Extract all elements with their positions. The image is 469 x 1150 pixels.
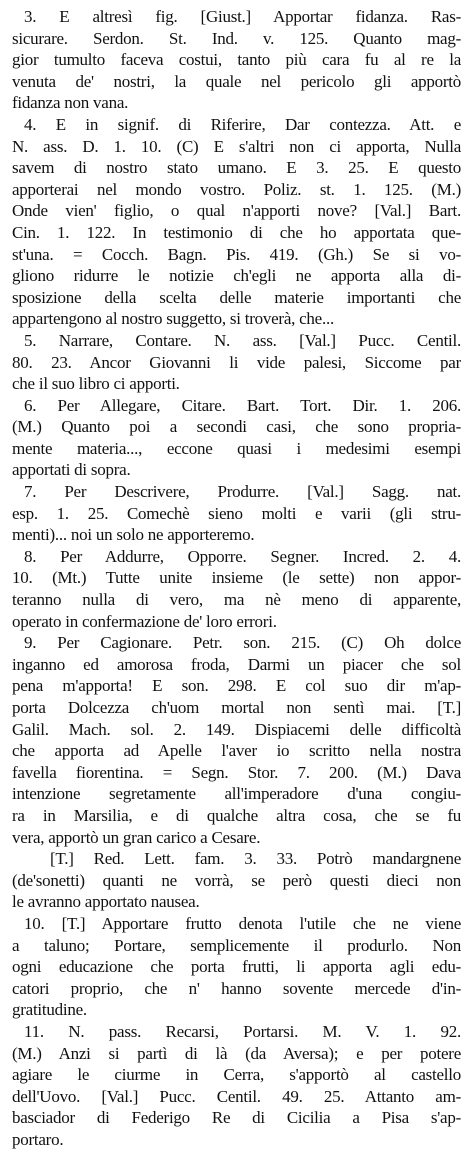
text-line: ra in Marsilia, e di qualche altra cosa, che se fu [12,805,461,825]
text-line: sposizione della scelta delle materie importanti che [12,287,461,307]
text-line: apportati di sopra. [12,460,131,480]
text-line: appartengono al nostro suggetto, si troverà, che... [12,309,334,329]
text-line: venuta de' nostri, la quale nel pericolo gli apportò [12,71,461,91]
text-line: portaro. [12,1129,64,1149]
text-line: N. ass. D. 1. 10. (C) E s'altri non ci apporta, Nulla [12,136,461,156]
dictionary-entry-apportare [12,6,461,1150]
text-line: [T.] Red. Lett. fam. 3. 33. Potrò mandargnene [50,849,461,869]
text-line: operato in confermazione de' loro errori. [12,611,277,631]
text-line: dell'Uovo. [Val.] Pucc. Centil. 49. 25. Attanto am- [12,1086,461,1106]
text-line: catori proprio, che n' hanno sovente mercede d'in- [12,978,461,998]
text-line: ogni educazione che porta frutti, li apporta agli edu- [12,957,461,977]
text-line: basciador di Federigo Re di Cicilia a Pisa s'ap- [12,1108,461,1128]
text-line: gratitudine. [12,1000,87,1020]
text-line: menti)... noi un solo ne apporteremo. [12,525,255,545]
text-line: teranno nulla di vero, ma nè meno di apparente, [12,590,461,610]
text-line: intenzione segretamente all'imperadore d'una congiu- [12,784,461,804]
text-line: 5. Narrare, Contare. N. ass. [Val.] Pucc. Centil. [24,330,461,350]
text-line: 7. Per Descrivere, Produrre. [Val.] Sagg. nat. [24,482,461,502]
text-line: 10. [T.] Apportare frutto denota l'utile che ne viene [24,913,461,933]
text-line: 10. (Mt.) Tutte unite insieme (le sette) non appor- [12,568,461,588]
text-line: 3. E altresì fig. [Giust.] Apportar fidanza. Ras- [24,7,461,26]
text-line: gliono ridurre le notizie ch'egli ne apporta alla di- [12,266,461,286]
text-line: mente materia..., eccone quasi i medesimi esempi [12,438,461,458]
text-line: favella fiorentina. = Segn. Stor. 7. 200. (M.) Dava [12,762,461,782]
text-line: 11. N. pass. Recarsi, Portarsi. M. V. 1. 92. [24,1021,461,1041]
text-line: sicurare. Serdon. St. Ind. v. 125. Quanto mag- [12,28,461,48]
text-line: 6. Per Allegare, Citare. Bart. Tort. Dir. 1. 206. [24,395,461,415]
text-line: vera, apportò un gran carico a Cesare. [12,827,261,847]
text-line: Onde vien' figlio, o qual n'apporti nove? [Val.] Bart. [12,201,461,221]
text-line: 8. Per Addurre, Opporre. Segner. Incred. 2. 4. [24,546,461,566]
text-line: 4. E in signif. di Riferire, Dar contezza. Att. e [24,114,461,134]
text-line: che apporta ad Apelle l'aver io scritto nella nostra [12,741,461,761]
text-line: porta Dolcezza ch'uom mortal non sentì mai. [T.] [12,698,461,717]
text-line: pena m'apporta! E son. 298. E col suo dir m'ap- [12,676,461,696]
text-line: agiare le ciurme in Cerra, s'apportò al castello [12,1065,461,1085]
text-line: st'una. = Cocch. Bagn. Pis. 419. (Gh.) Se si vo- [12,244,461,264]
text-line: gior tumulto faceva costui, tanto più cara fu al re la [12,50,461,70]
text-line: esp. 1. 25. Comechè sieno molti e varii (gli stru- [12,503,461,523]
text-line: le avranno apportato nausea. [12,892,200,912]
text-line: (de'sonetti) quanti ne vorrà, se però questi dieci non [12,870,461,890]
text-line: savem di nostro stato umano. E 3. 25. E questo [12,158,461,178]
text-line: inganno ed amorosa froda, Darmi un piacer che sol [12,654,461,674]
text-line: 80. 23. Ancor Giovanni li vide palesi, Siccome par [12,352,461,372]
text-line: 9. Per Cagionare. Petr. son. 215. (C) Oh dolce [24,633,461,653]
text-line: (M.) Anzi si partì di là (da Aversa); e per potere [12,1043,461,1063]
text-line: Galil. Mach. sol. 2. 149. Dispiacemi delle difficoltà [12,719,461,739]
text-line: apporterai nel mondo vostro. Poliz. st. 1. 125. (M.) [12,179,461,199]
text-line: (M.) Quanto poi a secondi casi, che sono propria- [12,417,461,437]
text-line: fidanza non vana. [12,93,129,113]
text-line: a taluno; Portare, semplicemente il produrlo. Non [12,935,461,955]
text-line: Cin. 1. 122. In testimonio di che ho apportata que- [12,222,461,242]
text-line: che il suo libro ci apporti. [12,374,180,394]
